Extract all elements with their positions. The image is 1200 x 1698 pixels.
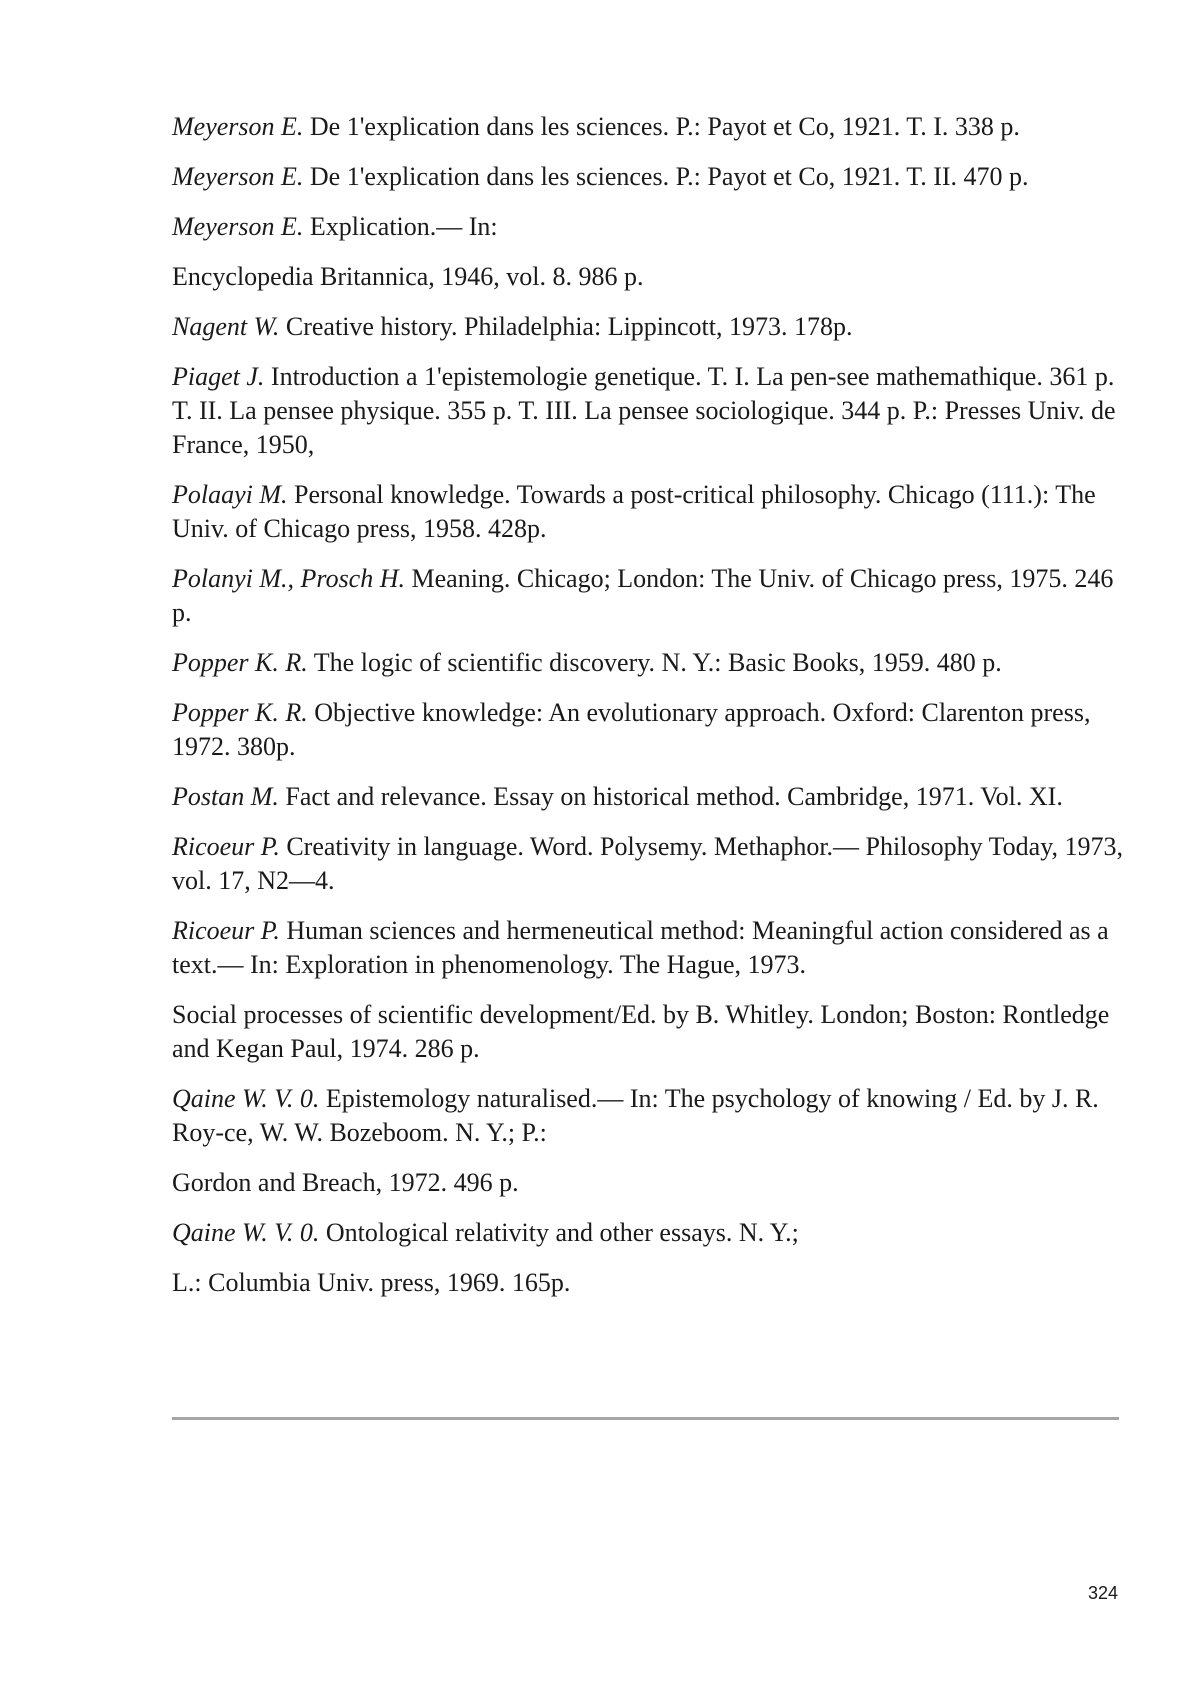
entry-text: Epistemology naturalised.— In: The psychology of knowing / Ed. by J. R. Roy-ce, W. W. Bozeboom. N. Y.; P.: <box>172 1084 1099 1147</box>
entry-text: L.: Columbia Univ. press, 1969. 165p. <box>172 1268 571 1297</box>
entry-text: De 1'explication dans les sciences. P.: Payot et Co, 1921. T. I. 338 p. <box>309 112 1020 141</box>
entry-author: Qaine W. V. 0. <box>172 1084 320 1113</box>
bibliography-entry <box>172 830 1132 898</box>
bibliography-entry <box>172 210 1132 244</box>
entry-text: Objective knowledge: An evolutionary approach. Oxford: Clarenton press, 1972. 380p. <box>172 698 1091 761</box>
bibliography-entry <box>172 646 1132 680</box>
entry-author: Popper K. R. <box>172 648 308 677</box>
entry-text: Gordon and Breach, 1972. 496 p. <box>172 1168 519 1197</box>
entry-author: Meyerson E. <box>172 112 304 141</box>
page-number: 324 <box>1087 1583 1118 1603</box>
bibliography-entry <box>172 260 1132 294</box>
entry-author: Postan M. <box>172 782 279 811</box>
entry-text: Creativity in language. Word. Polysemy. Methaphor.— Philosophy Today, 1973, vol. 17, N2—4. <box>172 832 1124 895</box>
bibliography-entry <box>172 696 1132 764</box>
bibliography-entry <box>172 478 1132 546</box>
bibliography-entry <box>172 1166 1132 1200</box>
bibliography-entry <box>172 1082 1132 1150</box>
entry-text: Encyclopedia Britannica, 1946, vol. 8. 986 p. <box>172 262 644 291</box>
bibliography-entry <box>172 1266 1132 1300</box>
entry-author: Polaayi M. <box>172 480 288 509</box>
footnote-divider <box>172 1417 1119 1420</box>
bibliography-entry <box>172 780 1132 814</box>
bibliography-entry <box>172 360 1132 462</box>
entry-text: Human sciences and hermeneutical method: Meaningful action considered as a text.— In: Exploration in phenomenology. The Hague, 1973. <box>172 916 1109 979</box>
bibliography-entry <box>172 998 1132 1066</box>
entry-author: Meyerson E. <box>172 162 304 191</box>
entry-text: Ontological relativity and other essays. N. Y.; <box>325 1218 799 1247</box>
entry-author: Ricoeur P. <box>172 916 280 945</box>
entry-text: Personal knowledge. Towards a post-critical philosophy. Chicago (111.): The Univ. of Chicago press, 1958. 428p. <box>172 480 1096 543</box>
entry-author: Popper K. R. <box>172 698 308 727</box>
bibliography-entry <box>172 110 1132 144</box>
entry-text: Creative history. Philadelphia: Lippincott, 1973. 178p. <box>285 312 853 341</box>
bibliography-entry <box>172 562 1132 630</box>
entry-author: Qaine W. V. 0. <box>172 1218 320 1247</box>
entry-text: Introduction a 1'epistemologie genetique. T. I. La pen-see mathemathique. 361 p. T. II. La pensee physique. 355 p. T. III. La pensee sociologique. 344 p. P.: Presses Univ. de France, 1950, <box>172 362 1116 459</box>
bibliography-entry <box>172 160 1132 194</box>
entry-text: Fact and relevance. Essay on historical method. Cambridge, 1971. Vol. XI. <box>285 782 1063 811</box>
bibliography-entry <box>172 310 1132 344</box>
entry-text: Meaning. Chicago; London: The Univ. of Chicago press, 1975. 246 p. <box>172 564 1114 627</box>
entry-text: The logic of scientific discovery. N. Y.: Basic Books, 1959. 480 p. <box>313 648 1002 677</box>
entry-text: Social processes of scientific development/Ed. by B. Whitley. London; Boston: Rontledge and Kegan Paul, 1974. 286 p. <box>172 1000 1110 1063</box>
entry-author: Meyerson E. <box>172 212 304 241</box>
bibliography-list <box>172 110 1132 1316</box>
entry-author: Polanyi M., Prosch H. <box>172 564 405 593</box>
entry-author: Nagent W. <box>172 312 280 341</box>
entry-text: De 1'explication dans les sciences. P.: Payot et Co, 1921. T. II. 470 p. <box>309 162 1029 191</box>
bibliography-entry <box>172 1216 1132 1250</box>
entry-text: Explication.— In: <box>309 212 498 241</box>
entry-author: Ricoeur P. <box>172 832 280 861</box>
entry-author: Piaget J. <box>172 362 265 391</box>
bibliography-entry <box>172 914 1132 982</box>
